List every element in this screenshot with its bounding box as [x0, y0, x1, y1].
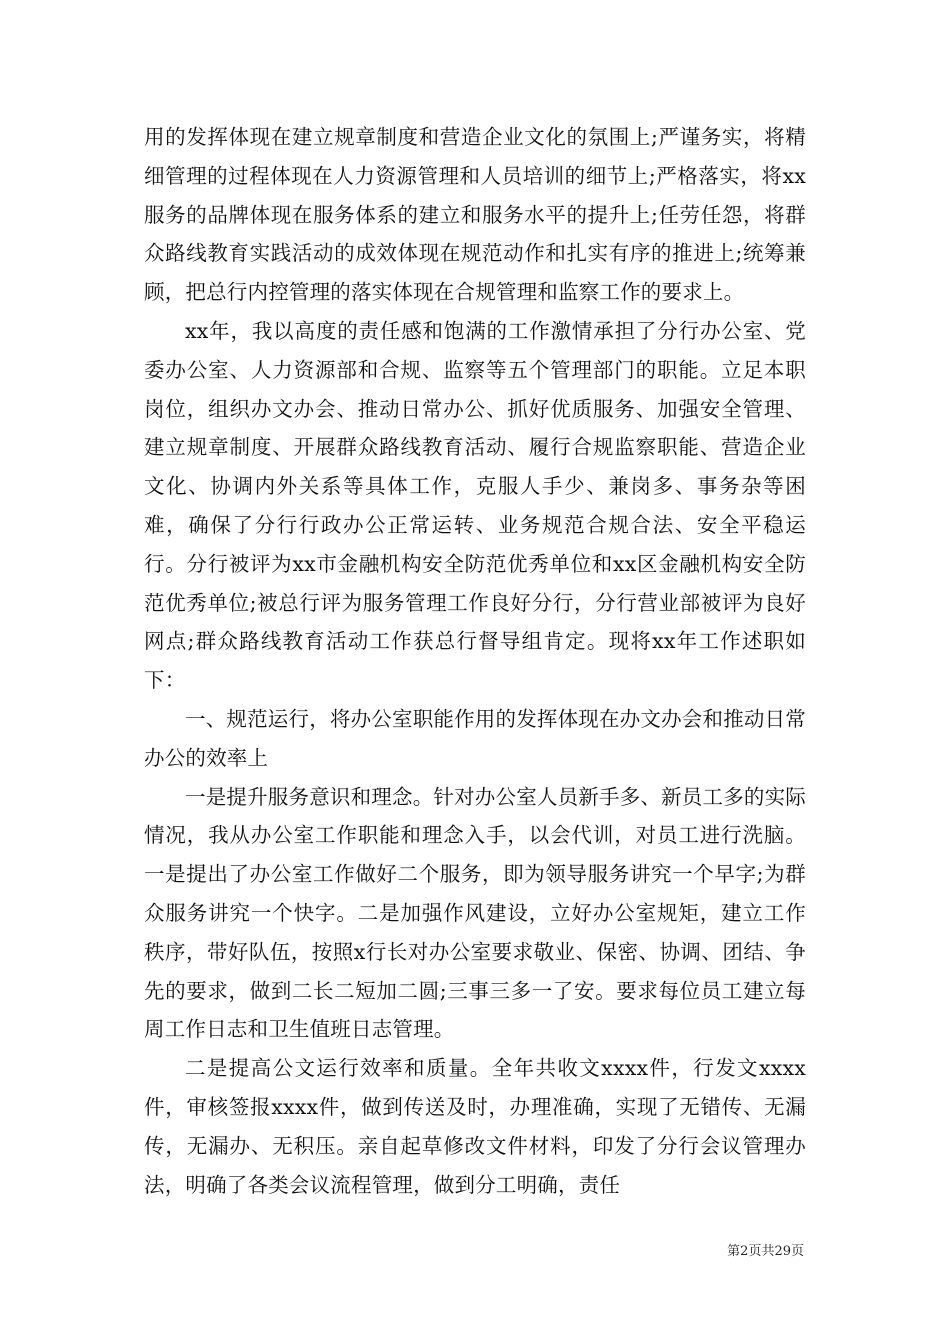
paragraph-1: 用的发挥体现在建立规章制度和营造企业文化的氛围上;严谨务实，将精细管理的过程体现在人力资源管理和人员培训的细节上;严格落实，将xx服务的品牌体现在服务体系的建立和服务水平的提升上;任劳任怨，将群众路线教育实践活动的成效体现在规范动作和扎实有序的推进上;统筹兼顾，把总行内控管理的落实体现在合规管理和监察工作的要求上。 [144, 125, 806, 305]
paragraph-4: 二是提高公文运行效率和质量。全年共收文xxxx件，行发文xxxx件，审核签报xxxx件，做到传送及时，办理准确，实现了无错传、无漏传，无漏办、无积压。亲自起草修改文件材料，印发了分行会议管理办法，明确了各类会议流程管理，做到分工明确，责任 [144, 1056, 806, 1197]
paragraph-3: 一是提升服务意识和理念。针对办公室人员新手多、新员工多的实际情况，我从办公室工作职能和理念入手，以会代训，对员工进行洗脑。一是提出了办公室工作做好二个服务，即为领导服务讲究一个早字;为群众服务讲究一个快字。二是加强作风建设，立好办公室规矩，建立工作秩序，带好队伍，按照x行长对办公室要求敬业、保密、协调、团结、争先的要求，做到二长二短加二圆;三事三多一了安。要求每位员工建立每周工作日志和卫生值班日志管理。 [144, 784, 806, 1042]
page-number-footer: 第2页共29页 [727, 1244, 804, 1259]
document-body [144, 118, 806, 1204]
paragraph-2: xx年，我以高度的责任感和饱满的工作激情承担了分行办公室、党委办公室、人力资源部和合规、监察等五个管理部门的职能。立足本职岗位，组织办文办会、推动日常办公、抓好优质服务、加强安全管理、建立规章制度、开展群众路线教育活动、履行合规监察职能、营造企业文化、协调内外关系等具体工作，克服人手少、兼岗多、事务杂等困难，确保了分行行政办公正常运转、业务规范合规合法、安全平稳运行。分行被评为xx市金融机构安全防范优秀单位和xx区金融机构安全防范优秀单位;被总行评为服务管理工作良好分行，分行营业部被评为良好网点;群众路线教育活动工作获总行督导组肯定。现将xx年工作述职如下： [144, 318, 806, 693]
section-heading-1: 一、规范运行，将办公室职能作用的发挥体现在办文办会和推动日常办公的效率上 [144, 706, 806, 770]
